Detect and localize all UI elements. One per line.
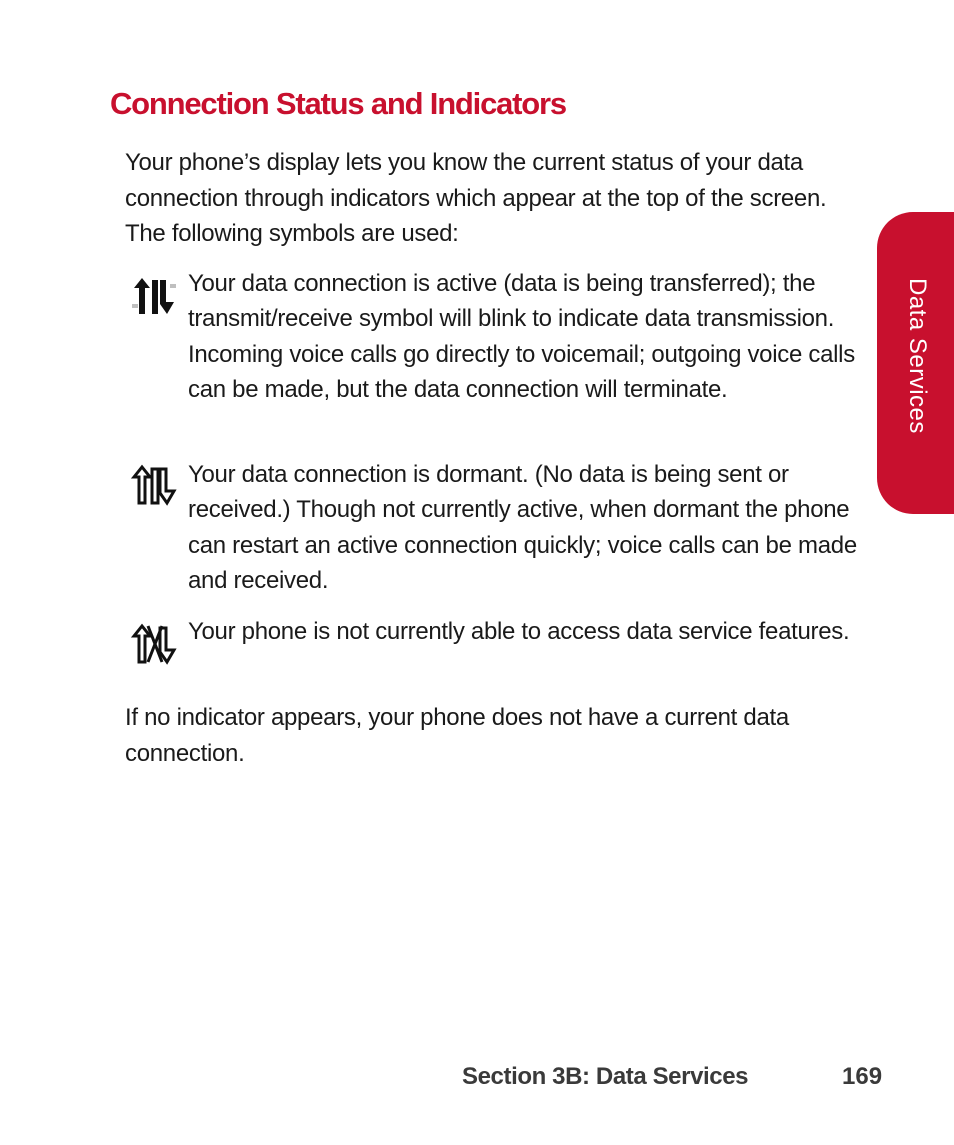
footer-section-title: Section 3B: Data Services <box>462 1063 749 1090</box>
indicator-description: Your data connection is active (data is being transferred); the transmit/receive symbol will blink to indicate data transmission. Incoming voice calls go directly to voicemail; outgoing voice calls can be made, but the data connection will terminate. <box>188 270 855 403</box>
data-unavailable-icon <box>130 622 178 666</box>
page-number: 169 <box>842 1063 883 1090</box>
intro-paragraph: Your phone’s display lets you know the current status of your data connection through indicators which appear at the top of the screen. The following symbols are used: <box>125 149 827 247</box>
page-title: Connection Status and Indicators <box>110 86 566 121</box>
section-side-tab-label: Data Services <box>904 278 931 434</box>
data-active-icon <box>130 274 178 318</box>
indicator-description: Your data connection is dormant. (No data is being sent or received.) Though not currently active, when dormant the phone can restart an active connection quickly; voice calls can be made and received. <box>188 461 857 594</box>
data-dormant-icon <box>130 463 178 507</box>
indicator-description: Your phone is not currently able to access data service features. <box>188 618 850 645</box>
outro-paragraph: If no indicator appears, your phone does not have a current data connection. <box>125 704 789 767</box>
